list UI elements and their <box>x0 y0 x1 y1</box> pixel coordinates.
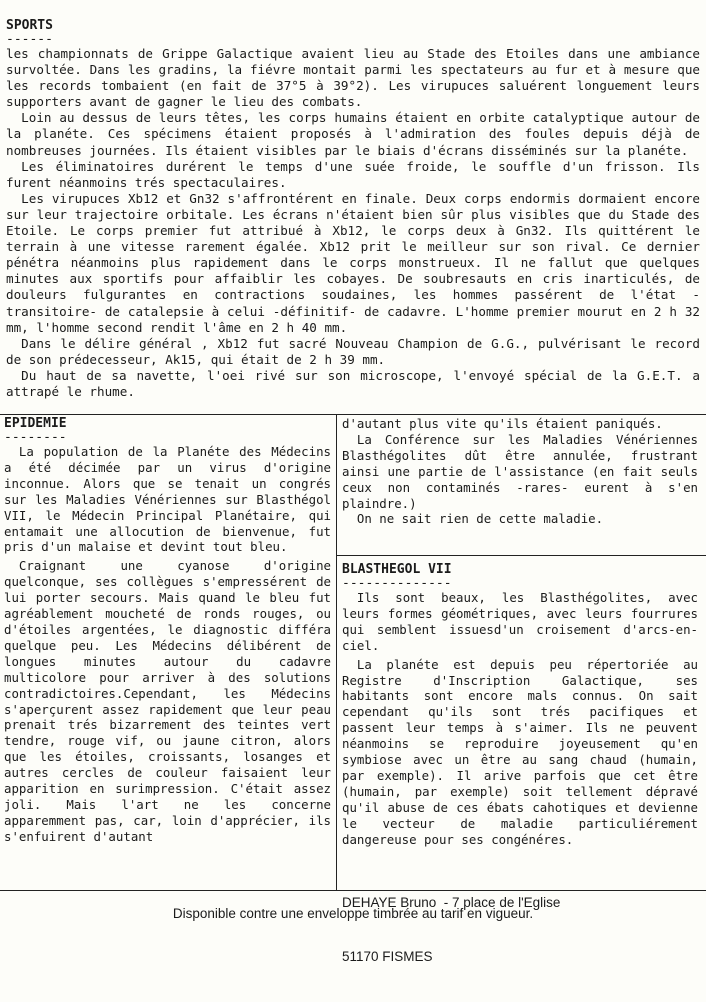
blasthegol-paragraph: La planéte est depuis peu répertoriée au Registre d'Inscription Galactique, ses habitants sont encore mals connus. On sait cependant qu'ils sont trés pacifiques et passent leur temps à s'aimer. Ils ne peuvent néanmoins se reproduire joyeusement qu'en symbiose avec un être au sang chaud (humain, par exemple). Il arive parfois que cet être (humain, par exemple) soit tellement dépravé qu'il abuse de ces ébats cahotiques et devienne le vecteur de maladie particuliérement dangereuse pour ses congénéres. <box>342 656 698 847</box>
epidemie-section <box>4 416 331 845</box>
sports-paragraph: Du haut de sa navette, l'oei rivé sur son microscope, l'envoyé spécial de la G.E.T. a attrapé le rhume. <box>6 367 700 399</box>
blasthegol-paragraph: Ils sont beaux, les Blasthégolites, avec leurs formes géométriques, avec leurs fourrures qui semblent issuesd'un croisement d'arcs-en-ciel. <box>342 590 698 653</box>
availability-note: Disponible contre une enveloppe timbrée au tarif en vigueur. <box>172 906 534 921</box>
sports-heading: SPORTS <box>6 18 53 33</box>
address-line-1: DEHAYE Bruno - 7 place de l'Eglise <box>342 895 561 910</box>
address-line-2: 51170 FISMES <box>342 949 433 964</box>
epidemie-continuation-paragraph: On ne sait rien de cette maladie. <box>356 511 604 527</box>
sports-paragraph: Les éliminatoires durérent le temps d'une suée froide, le souffle d'un frisson. Ils furent néanmoins trés spectaculaires. <box>6 158 700 190</box>
sports-paragraph: Loin au dessus de leurs têtes, les corps humains étaient en orbite catalyptique autour de la planéte. Ces spécimens étaient proposés à l'admiration des foules depuis déjà de nombreuses journées. Ils étaient visibles par le biais d'écrans disséminés sur la planéte. <box>6 110 700 158</box>
epidemie-paragraph: Craignant une cyanose d'origine quelconque, ses collègues s'empressérent de lui porter secours. Mais quand le bleu fut agréablement moucheté de ronds rouges, ou d'étoiles argentées, le diagnostic différa quelque peu. Les Médecins délibérent de longues minutes autour du cadavre multicolore pour arriver à des solutions contradictoires.Cependant, les Médecins s'aperçurent assez rapidement que leur peau prenait trés bizarrement des teintes vert tendre, rouge vif, ou jaune citron, alors que les étoiles, croissants, losanges et autres cercles de couleur faisaient leur apparition en surimpression. C'était assez joli. Mais l'art ne les concerne apparemment pas, car, loin d'apprécier, ils s'enfuirent d'autant <box>4 558 331 844</box>
epidemie-continuation-paragraph: La Conférence sur les Maladies Vénériennes Blasthégolites dût être annulée, frustrant ainsi une partie de l'assistance (en fait seuls ceux non contaminés -rares- eurent à s'en plaindre.) <box>342 431 698 511</box>
sports-section <box>6 18 700 400</box>
epidemie-heading: EPIDEMIE <box>4 416 67 431</box>
section-divider-top <box>0 414 706 415</box>
epidemie-paragraph: La population de la Planéte des Médecins a été décimée par un virus d'origine inconnue. Alors que se tenait un congrés sur les Maladies Vénériennes sur Blasthégol VII, le Médecin Principal Planétaire, qui entamait une allocution de bienvenue, fut pris d'un malaise et devint tout bleu. <box>4 444 331 555</box>
blasthegol-heading-underline: -------------- <box>342 576 452 591</box>
author-address <box>342 858 698 1002</box>
epidemie-continuation-paragraph: d'autant plus vite qu'ils étaient paniqués. <box>342 416 663 431</box>
epidemie-continuation <box>342 416 698 527</box>
sports-paragraph: les championnats de Grippe Galactique avaient lieu au Stade des Etoiles dans une ambiance survoltée. Dans les gradins, la fiévre montait parmi les spectateurs au fur et à mesure que les records tombaient (en fait de 37°5 à 39°2). Les virupuces saluérent longuement leurs supporters avant de gagner le lieu des combats. <box>6 46 700 110</box>
right-column-divider <box>336 555 706 556</box>
sports-paragraph: Dans le délire général , Xb12 fut sacré Nouveau Champion de G.G., pulvérisant le record de son prédecesseur, Ak15, qui était de 2 h 39 mm. <box>6 335 700 367</box>
sports-paragraph: Les virupuces Xb12 et Gn32 s'affrontérent en finale. Deux corps endormis dormaient encore sur leur trajectoire orbitale. Les écrans n'étaient bien sûr plus visibles que du Stade des Etoile. Le corps premier fut attribué à Xb12, le corps deux à Gn32. Ils quittérent le terrain à une vitesse rarement égalée. Xb12 prit le meilleur sur son rival. Ce dernier pénétra néanmoins plus rapidement dans le corps monstrueux. Il ne fallut que quelques minutes aux sportifs pour affaiblir les cobayes. De soubresauts en cris inarticulés, de douleurs fulgurantes en contractions soudaines, les hommes passérent de l'état -transitoire- de catalepsie à celui -définitif- de cadavre. L'homme premier mourut en 2 h 32 mm, l'homme second rendit l'âme en 2 h 40 mm. <box>6 190 700 335</box>
column-divider <box>336 414 337 890</box>
blasthegol-heading: BLASTHEGOL VII <box>342 562 452 577</box>
epidemie-heading-underline: -------- <box>4 430 67 445</box>
blasthegol-section <box>342 562 698 848</box>
sports-heading-underline: ------ <box>6 32 53 47</box>
